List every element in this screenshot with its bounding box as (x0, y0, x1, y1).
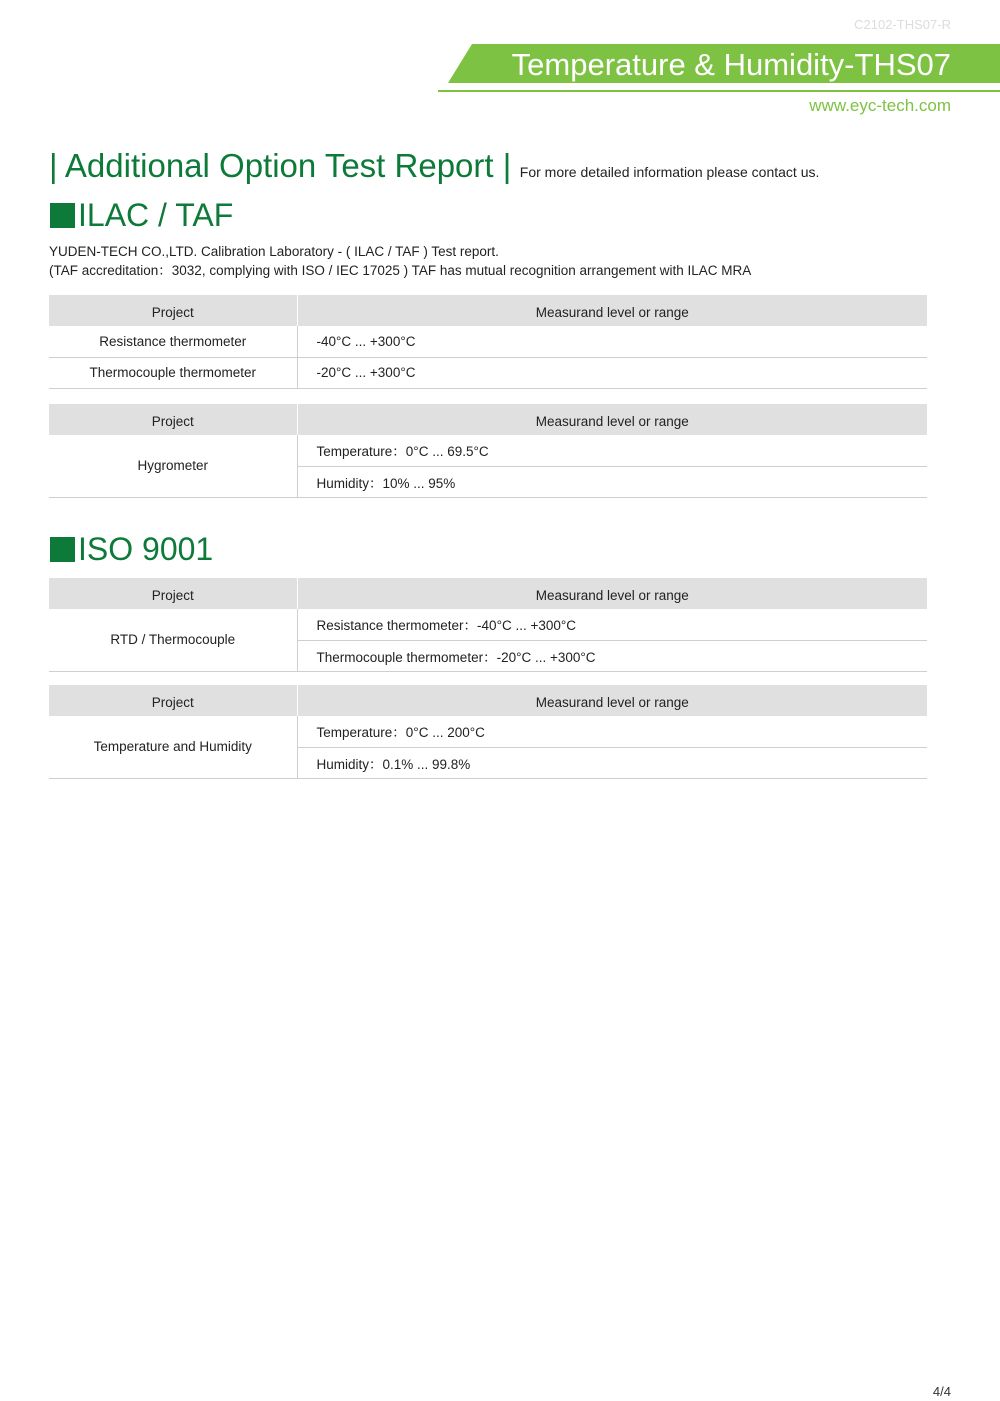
project-cell: Temperature and Humidity (49, 716, 297, 778)
document-code: C2102-THS07-R (854, 17, 951, 32)
range-cell: Temperature：0°C ... 69.5°C (297, 435, 927, 466)
square-bullet-icon (50, 537, 75, 562)
description-line: (TAF accreditation：3032, complying with ISO / IEC 17025 ) TAF has mutual recognition arrangement with ILAC MRA (49, 263, 752, 278)
section-title: ISO 9001 (78, 531, 214, 567)
header-measurand: Measurand level or range (297, 685, 927, 716)
section-heading-ilac-taf (50, 197, 233, 233)
section-heading-iso-9001 (50, 531, 213, 567)
project-cell: Resistance thermometer (49, 326, 297, 357)
table-header-row (49, 404, 927, 435)
page-number: 4/4 (932, 1384, 951, 1399)
header-project: Project (49, 685, 297, 716)
spec-table-rtd-thermocouple (49, 578, 927, 672)
table-row (49, 326, 927, 357)
contact-note: For more detailed information please contact us. (519, 164, 820, 180)
report-title: | Additional Option Test Report | (49, 147, 512, 184)
range-cell: -40°C ... +300°C (297, 326, 927, 357)
table-header-row (49, 295, 927, 326)
project-cell: RTD / Thermocouple (49, 609, 297, 671)
range-cell: Thermocouple thermometer：-20°C ... +300°C (297, 640, 927, 671)
range-cell: Resistance thermometer：-40°C ... +300°C (297, 609, 927, 640)
table-row (49, 357, 927, 388)
table-row (49, 609, 927, 640)
header-measurand: Measurand level or range (297, 295, 927, 326)
section-title: ILAC / TAF (78, 197, 234, 233)
square-bullet-icon (50, 203, 75, 228)
website-link[interactable]: www.eyc-tech.com (809, 96, 951, 115)
table-row (49, 716, 927, 747)
range-cell: Humidity：0.1% ... 99.8% (297, 747, 927, 778)
header-project: Project (49, 578, 297, 609)
project-cell: Thermocouple thermometer (49, 357, 297, 388)
table-row (49, 435, 927, 466)
product-title: Temperature & Humidity-THS07 (511, 47, 951, 82)
table-header-row (49, 578, 927, 609)
report-heading (49, 147, 819, 185)
range-cell: -20°C ... +300°C (297, 357, 927, 388)
header-project: Project (49, 404, 297, 435)
title-underline (438, 90, 1000, 92)
description-line: YUDEN-TECH CO.,LTD. Calibration Laboratory - ( ILAC / TAF ) Test report. (49, 244, 499, 259)
range-cell: Humidity：10% ... 95% (297, 466, 927, 497)
header-project: Project (49, 295, 297, 326)
project-cell: Hygrometer (49, 435, 297, 497)
section-description (49, 242, 751, 280)
table-header-row (49, 685, 927, 716)
header-measurand: Measurand level or range (297, 578, 927, 609)
spec-table-temperature-humidity (49, 685, 927, 779)
spec-table-thermometers (49, 295, 927, 389)
header-measurand: Measurand level or range (297, 404, 927, 435)
range-cell: Temperature：0°C ... 200°C (297, 716, 927, 747)
spec-table-hygrometer (49, 404, 927, 498)
